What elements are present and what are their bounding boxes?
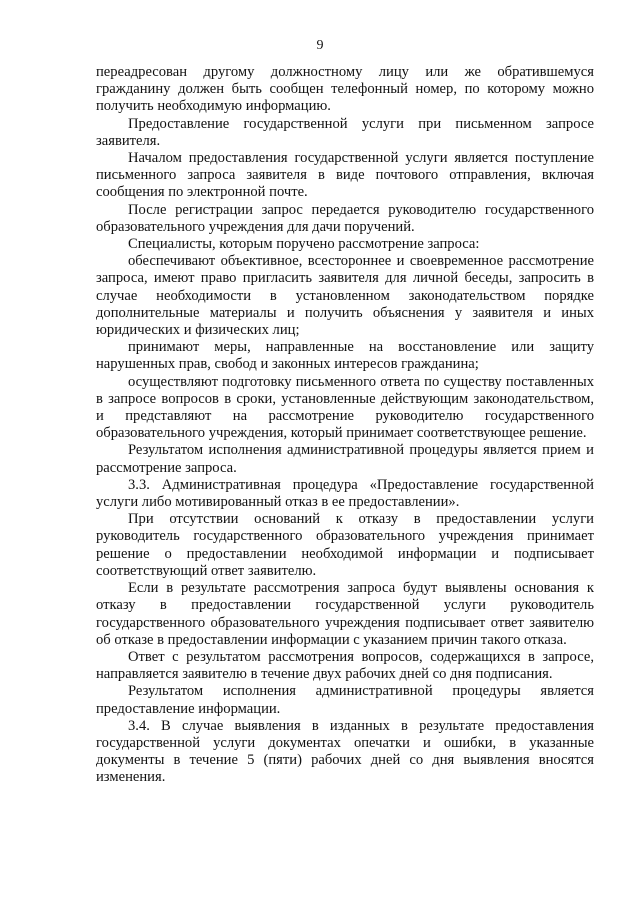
paragraph-specialists-intro: Специалисты, которым поручено рассмотрение запроса: — [128, 236, 480, 253]
paragraph-written-request-heading: Предоставление государственной услуги при письменном запросе заявителя. — [96, 115, 594, 149]
page-number: 9 — [316, 38, 324, 53]
paragraph-result-information: Результатом исполнения административной процедуры является предоставление информации. — [96, 683, 594, 717]
paragraph-specialists-ensure: обеспечивают объективное, всестороннее и своевременное рассмотрение запроса, имеют право пригласить заявителя для личной беседы, запросить в случае необходимости в установленном законодательством порядке дополнительные материалы и получить объяснения у заявителя и иных юридических и физических лиц; — [96, 253, 594, 339]
paragraph-specialists-prepare: осуществляют подготовку письменного ответа по существу поставленных в запросе вопросов в сроки, установленные действующим законодательством, и представляют на рассмотрение руководителю государственного образовательного учреждения, который принимает соответствующее решение. — [96, 373, 594, 442]
paragraph-specialists-measures: принимают меры, направленные на восстановление или защиту нарушенных прав, свобод и законных интересов гражданина; — [96, 339, 594, 373]
paragraph-continuation: переадресован другому должностному лицу или же обратившемуся гражданину должен быть сообщен телефонный номер, по которому можно получить необходимую информацию. — [96, 64, 594, 115]
paragraph-result-reception: Результатом исполнения административной процедуры является прием и рассмотрение запроса. — [96, 442, 594, 476]
paragraph-section-3-4: 3.4. В случае выявления в изданных в результате предоставления государственной услуги документах опечатки и ошибки, в указанные документы в течение 5 (пяти) рабочих дней со дня выявления вносятся изменения. — [96, 717, 594, 786]
paragraph-section-3-3: 3.3. Административная процедура «Предоставление государственной услуги либо мотивированный отказ в ее предоставлении». — [96, 476, 594, 511]
document-body — [96, 64, 594, 787]
paragraph-start-of-service: Началом предоставления государственной услуги является поступление письменного запроса заявителя в виде почтового отправления, включая сообщения по электронной почте. — [96, 150, 594, 201]
paragraph-grounds-refusal: Если в результате рассмотрения запроса будут выявлены основания к отказу в предоставлении государственной услуги руководитель государственного образовательного учреждения подписывает ответ заявителю об отказе в предоставлении информации с указанием причин такого отказа. — [96, 580, 594, 648]
paragraph-registration: После регистрации запрос передается руководителю государственного образовательного учреждения для дачи поручений. — [96, 201, 594, 235]
paragraph-no-grounds-refusal: При отсутствии оснований к отказу в предоставлении услуги руководитель государственного образовательного учреждения принимает решение о предоставлении необходимой информации и подписывает соответствующий ответ заявителю. — [96, 511, 594, 579]
paragraph-answer-sent: Ответ с результатом рассмотрения вопросов, содержащихся в запросе, направляется заявителю в течение двух рабочих дней со дня подписания. — [96, 648, 594, 683]
